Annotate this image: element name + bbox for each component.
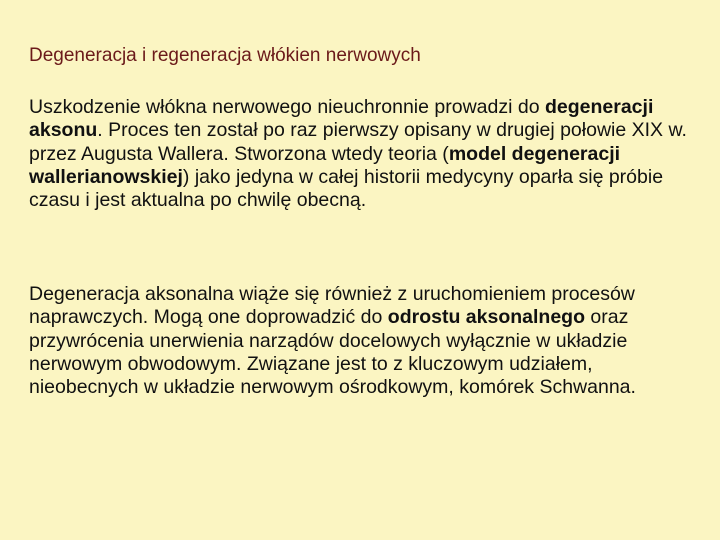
bold-term-wallerian-model: model degeneracji wallerianowskiej — [29, 142, 621, 188]
paragraph-regeneration — [29, 283, 699, 399]
paragraph-text: . Proces ten został po raz pierwszy opisany w drugiej połowie XIX w. przez Augusta Wallera. Stworzona wtedy teoria ( — [29, 119, 687, 165]
bold-term-axonal-regrowth: odrostu aksonalnego — [387, 306, 585, 329]
bold-term-axon-degeneration: degeneracji aksonu — [29, 96, 654, 142]
paragraph-text: ) jako jedyna w całej historii medycyny oparła się próbie czasu i jest aktualna po chwilę obecną. — [29, 165, 664, 212]
paragraph-degeneration — [29, 96, 699, 212]
paragraph-text: Degeneracja aksonalna wiąże się również z uruchomieniem procesów naprawczych. Mogą one doprowadzić do — [29, 283, 635, 329]
paragraph-text: oraz przywrócenia unerwienia narządów docelowych wyłącznie w układzie nerwowym obwodowym. Związane jest to z kluczowym udziałem, nieobecnych w układzie nerwowym ośrodkowym, komórek Schwanna. — [29, 306, 636, 399]
slide-title: Degeneracja i regeneracja włókien nerwowych — [29, 45, 421, 66]
paragraph-text: Uszkodzenie włókna nerwowego nieuchronnie prowadzi do — [29, 96, 545, 118]
